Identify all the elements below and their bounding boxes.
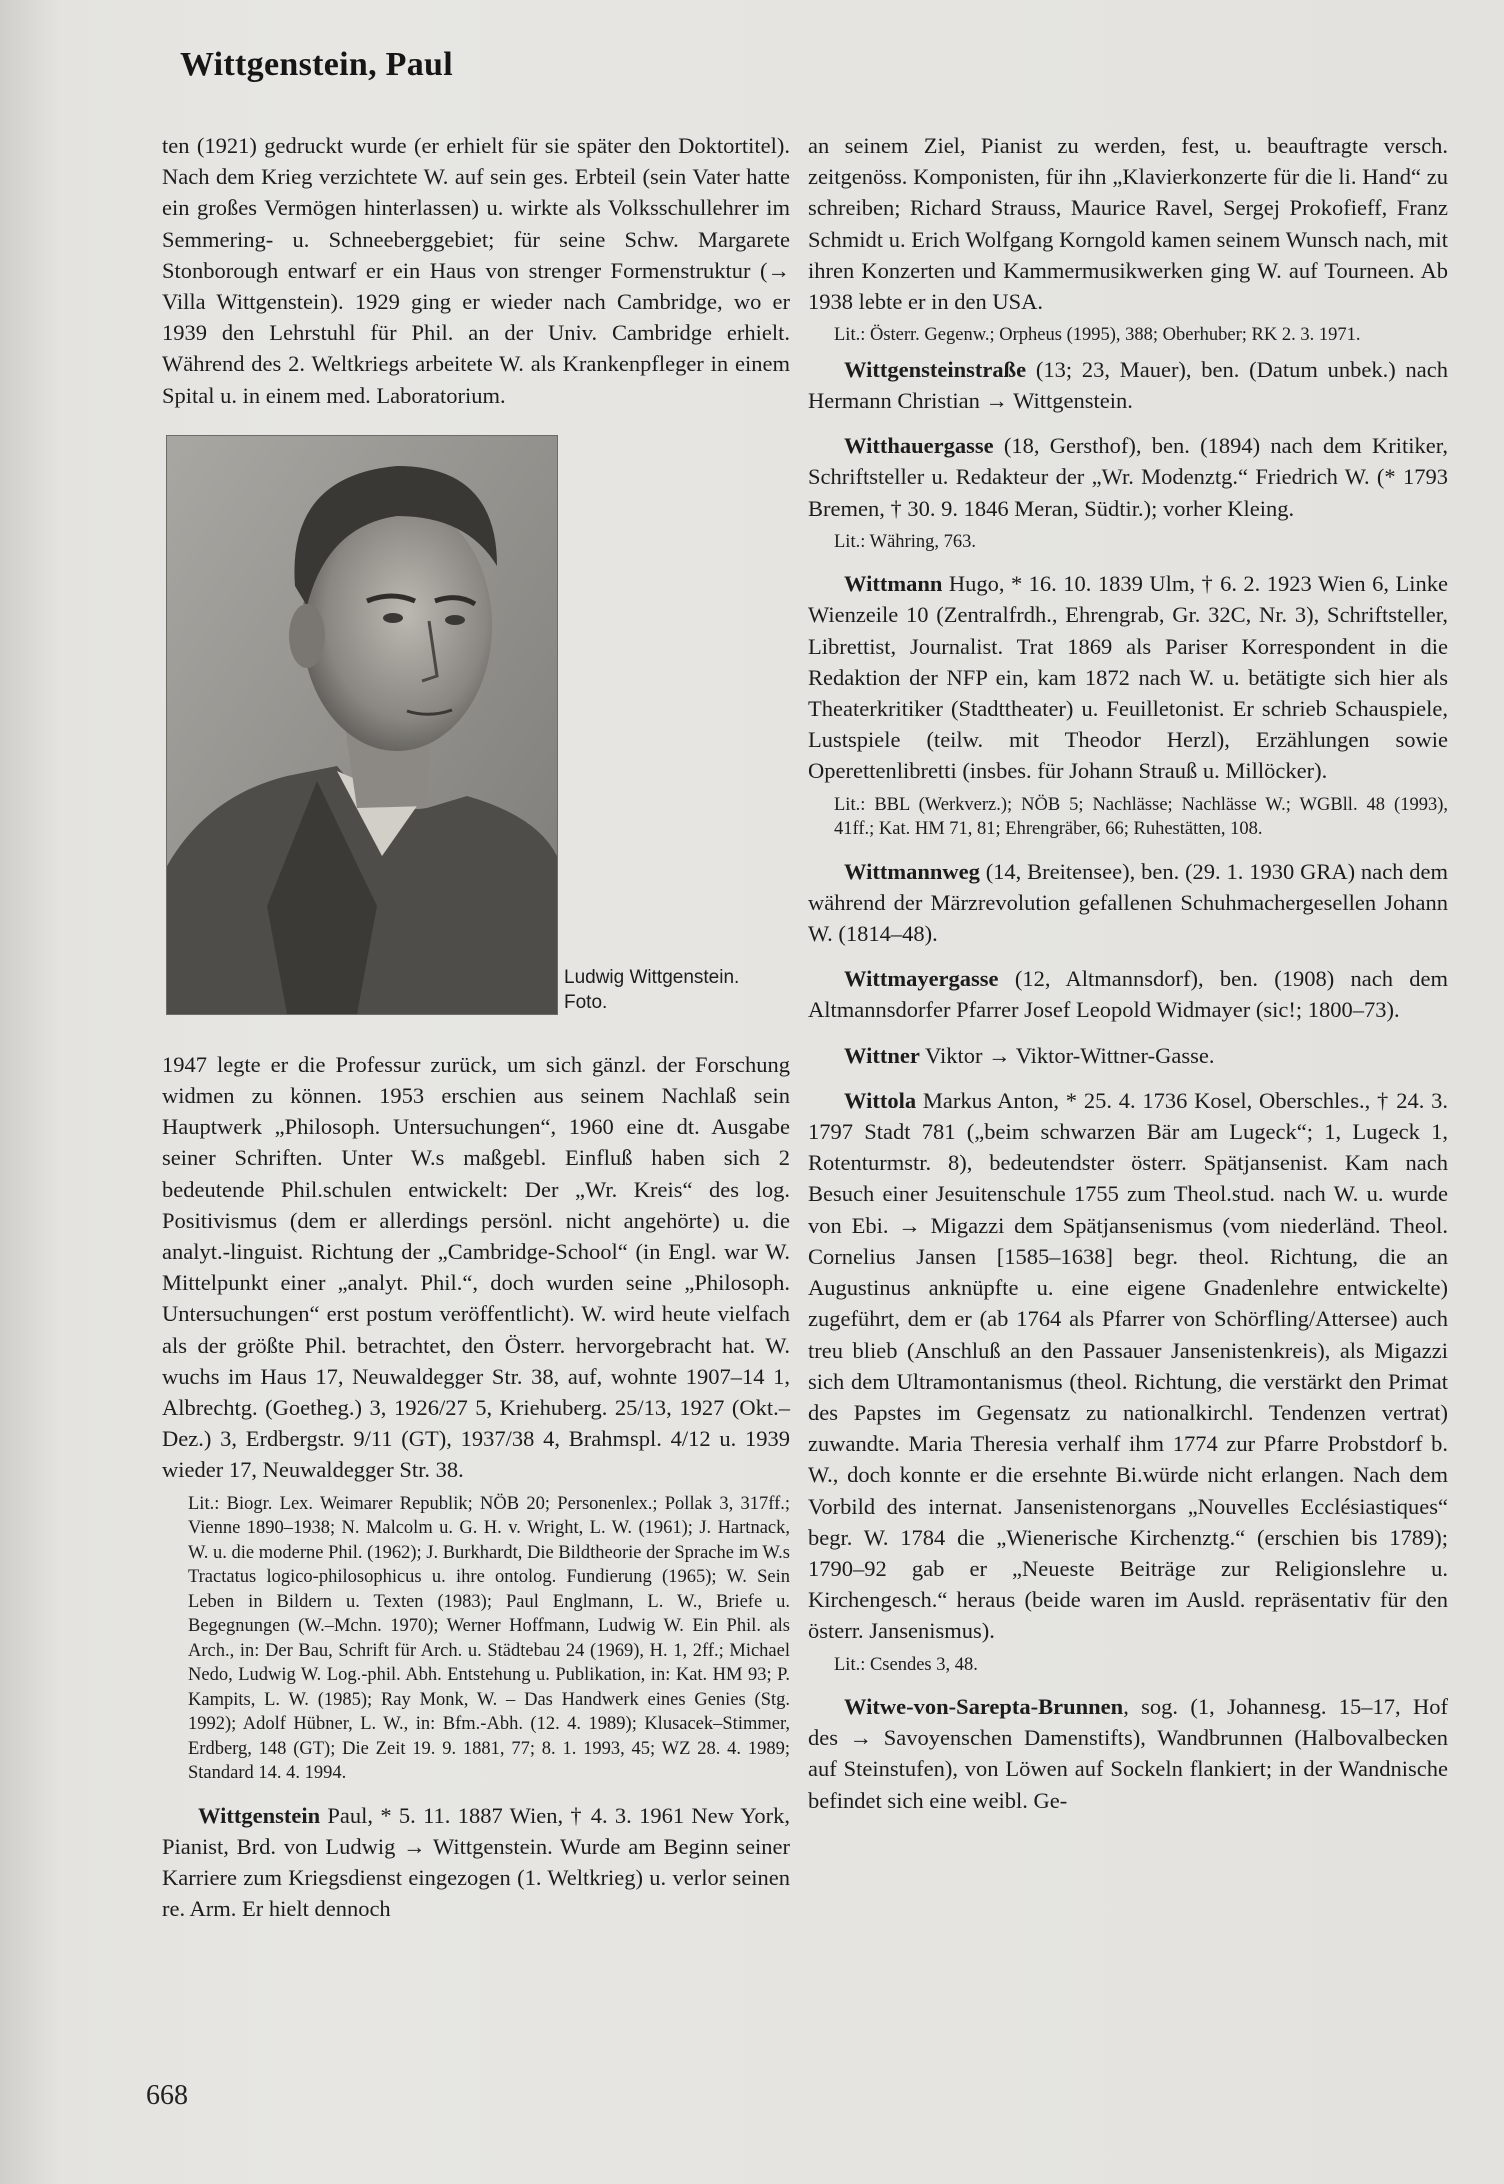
portrait-photo xyxy=(166,435,558,1015)
literature-note: Lit.: Csendes 3, 48. xyxy=(834,1654,978,1675)
portrait-illustration xyxy=(167,436,557,1014)
entry xyxy=(808,1085,1448,1647)
entry-headword: Wittola xyxy=(844,1087,917,1113)
literature-note: Lit.: BBL (Werkverz.); NÖB 5; Nachlässe; Nachlässe W.; WGBll. 48 (1993), 41ff.; Kat. HM 71, 81; Ehrengräber, 66; Ruhestätten, 108. xyxy=(834,794,1448,840)
entry-text: (12, Altmannsdorf), ben. (1908) nach dem Altmannsdorfer Pfarrer Josef Leopold Widmayer (sic!; 1800–73). xyxy=(808,966,1448,1023)
entry-text: Hugo, * 16. 10. 1839 Ulm, † 6. 2. 1923 Wien 6, Linke Wienzeile 10 (Zentralfrdh., Ehrengrab, Gr. 32C, Nr. 3), Schriftsteller, Librettist, Journalist. Trat 1869 als Pariser Korrespondent in die Redaktion der NFP ein, kam 1872 nach W. u. betätigte sich hier als Theaterkritiker (Stadttheater) u. Feuilletonist. Er schrieb Schauspiele, Lustspiele (teilw. mit Theodor Herzl), Erzählungen sowie Operettenlibretti (insbes. für Johann Strauß u. Millöcker). xyxy=(808,571,1448,784)
entry xyxy=(808,963,1448,1025)
photo-caption xyxy=(564,965,794,1015)
left-column xyxy=(162,130,790,1924)
right-column xyxy=(808,130,1448,1816)
entry-text: , sog. (1, Johannesg. 15–17, Hof des → Savoyenschen Damenstifts), Wandbrunnen (Halbovalbecken auf Steinstufen), von Löwen auf Sockeln flankiert; in der Wandnische befindet sich eine weibl. Ge- xyxy=(808,1694,1448,1813)
entry-text: (18, Gersthof), ben. (1894) nach dem Kritiker, Schriftsteller u. Redakteur der „Wr. Modenztg.“ Friedrich W. (* 1793 Bremen, † 30. 9. 1846 Meran, Südtir.); vorher Kleing. xyxy=(808,433,1448,521)
entry-headword: Witthauergasse xyxy=(844,433,994,459)
literature-note: Lit.: Währing, 763. xyxy=(834,531,976,552)
entry xyxy=(808,430,1448,524)
entry xyxy=(808,354,1448,416)
page-number: 668 xyxy=(146,2080,188,2111)
photo-caption-title: Ludwig Wittgenstein. xyxy=(564,966,740,988)
entry-headword: Wittgensteinstraße xyxy=(844,356,1027,382)
entry-headword: Witwe-von-Sarepta-Brunnen xyxy=(844,1694,1124,1720)
running-head: Wittgenstein, Paul xyxy=(180,46,454,83)
entry-text: Markus Anton, * 25. 4. 1736 Kosel, Oberschles., † 24. 3. 1797 Stadt 781 („beim schwarzen Bär am Lugeck“; 1, Lugeck 1, Rotenturmstr. 8), bedeutendster österr. Spätjansenist. Kam nach Besuch einer Jesuitenschule 1755 zum Theol.stud. nach W. u. wurde von Ebi. → Migazzi dem Spätjansenismus (vom niederländ. Theol. Cornelius Jansen [1585–1638] begr. theol. Richtung, die an Augustinus anknüpfte u. eine eigene Gnadenlehre entwickelte) zugeführt, dem er (ab 1764 als Pfarrer von Schörfling/Attersee) auch treu blieb (Anschluß an den Passauer Jansenistenkreis), als Migazzi sich dem Ultramontanismus (theol. Richtung, die verstärkt den Primat des Papstes im Gegensatz zu nationalkirchl. Tendenzen vertrat) zuwandte. Maria Theresia verhalf ihm 1774 zur Pfarre Probstdorf b. W., doch konnte er die ersehnte Bi.würde nicht erlangen. Nach dem Vorbild des internat. Jansenistenorgans „Nouvelles Ecclésiastiques“ begr. W. 1784 die „Wienerische Kirchenztg.“ (erschien bis 1789); 1790–92 gab er „Neueste Beiträge zur Religionslehre u. Kirchengesch.“ heraus (beide waren im Ausld. repräsentativ für den österr. Jansenismus). xyxy=(808,1087,1448,1644)
entry-continuation: an seinem Ziel, Pianist zu werden, fest, u. beauftragte versch. zeitgenöss. Komponisten, für ihn „Klavierkonzerte für die li. Hand“ zu schreiben; Richard Strauss, Maurice Ravel, Sergej Prokofieff, Franz Schmidt u. Erich Wolfgang Korngold kamen seinem Wunsch nach, mit ihren Konzerten und Kammermusikwerken ging W. auf Tourneen. Ab 1938 lebte er in den USA. xyxy=(808,133,1448,315)
entry-continuation-after-photo: 1947 legte er die Professur zurück, um sich gänzl. der Forschung widmen zu können. 1953 erschien aus seinem Nachlaß sein Hauptwerk „Philosoph. Untersuchungen“, 1960 eine dt. Ausgabe seiner Schriften. Unter W.s maßgebl. Einfluß haben sich 2 bedeutende Phil.schulen entwickelt: Der „Wr. Kreis“ des log. Positivismus (dem er allerdings persönl. nicht angehörte) u. die analyt.-linguist. Richtung der „Cambridge-School“ (in Engl. war W. Mittelpunkt einer „analyt. Phil.“, doch wurden seine „Philosoph. Untersuchungen“ erst postum veröffentlicht). W. wird heute vielfach als der größte Phil. betrachtet, den Österr. hervorgebracht hat. W. wuchs im Haus 17, Neuwaldegger Str. 38, auf, wohnte 1907–14 1, Albrechtg. (Goetheg.) 3, 1926/27 5, Kriehuberg. 25/13, 1927 (Okt.–Dez.) 3, Erdbergstr. 9/11 (GT), 1937/38 4, Brahmspl. 4/12 u. 1939 wieder 17, Neuwaldegger Str. 38. xyxy=(162,1051,790,1483)
entry-text: (13; 23, Mauer), ben. (Datum unbek.) nach Hermann Christian → Wittgenstein. xyxy=(808,356,1448,413)
entry-paul-wittgenstein xyxy=(162,1800,790,1925)
entry xyxy=(808,568,1448,786)
photo-caption-type: Foto. xyxy=(564,991,608,1013)
entry-continuation: ten (1921) gedruckt wurde (er erhielt für sie später den Doktortitel). Nach dem Krieg verzichtete W. auf sein ges. Erbteil (sein Vater hatte ein großes Vermögen hinterlassen) u. wirkte als Volksschullehrer im Semmering- u. Schneeberggebiet; für seine Schw. Margarete Stonborough entwarf er ein Haus von strenger Formenstruktur (→ Villa Wittgenstein). 1929 ging er wieder nach Cambridge, wo er 1939 den Lehrstuhl für Phil. an der Univ. Cambridge erhielt. Während des 2. Weltkriegs arbeitete W. als Krankenpfleger in einem Spital u. in einem med. Laboratorium. xyxy=(162,133,790,408)
photo-figure xyxy=(162,435,790,1035)
entry-headword: Wittmann xyxy=(844,571,943,597)
entry-text: Paul, * 5. 11. 1887 Wien, † 4. 3. 1961 New York, Pianist, Brd. von Ludwig → Wittgenstein. Wurde am Beginn seiner Karriere zum Kriegsdienst eingezogen (1. Weltkrieg) u. verlor seinen re. Arm. Er hielt dennoch xyxy=(162,1802,790,1922)
entry-list xyxy=(808,354,1448,1816)
literature-note: Lit.: Österr. Gegenw.; Orpheus (1995), 388; Oberhuber; RK 2. 3. 1971. xyxy=(834,325,1361,346)
entry-headword: Wittmannweg xyxy=(844,858,980,884)
entry-text: Viktor → Viktor-Wittner-Gasse. xyxy=(919,1042,1215,1068)
entry-headword: Wittmayergasse xyxy=(844,966,999,992)
literature-note: Lit.: Biogr. Lex. Weimarer Republik; NÖB 20; Personenlex.; Pollak 3, 317ff.; Vienne 1890–1938; N. Malcolm u. G. H. v. Wright, L. W. (1961); J. Hartnack, W. u. die moderne Phil. (1962); J. Burkhardt, Die Bildtheorie der Sprache im W.s Tractatus logico-philosophicus u. ihre ontolog. Fundierung (1965); W. Sein Leben in Bildern u. Texten (1983); Paul Englmann, L. W., Briefe u. Begegnungen (W.–Mchn. 1970); Werner Hoffmann, Ludwig W. Ein Phil. als Arch., in: Der Bau, Schrift für Arch. u. Städtebau 24 (1969), H. 1, 2ff.; Michael Nedo, Ludwig W. Log.-phil. Abh. Entstehung u. Publikation, in: Kat. HM 93; P. Kampits, L. W. (1985); Ray Monk, W. – Das Handwerk eines Genies (Stg. 1992); Adolf Hübner, L. W., in: Bfm.-Abh. (12. 4. 1989); Klusacek–Stimmer, Erdberg, 148 (GT); Die Zeit 19. 9. 1881, 77; 8. 1. 1993, 45; WZ 28. 4. 1989; Standard 14. 4. 1994. xyxy=(188,1493,791,1784)
entry xyxy=(808,1040,1448,1071)
entry xyxy=(808,856,1448,950)
entry-text: (14, Breitensee), ben. (29. 1. 1930 GRA) nach dem während der Märzrevolution gefallenen Schuhmachergesellen Johann W. (1814–48). xyxy=(808,858,1448,947)
entry-headword: Wittner xyxy=(844,1042,920,1068)
entry-headword: Wittgenstein xyxy=(198,1802,321,1828)
entry xyxy=(808,1691,1448,1816)
